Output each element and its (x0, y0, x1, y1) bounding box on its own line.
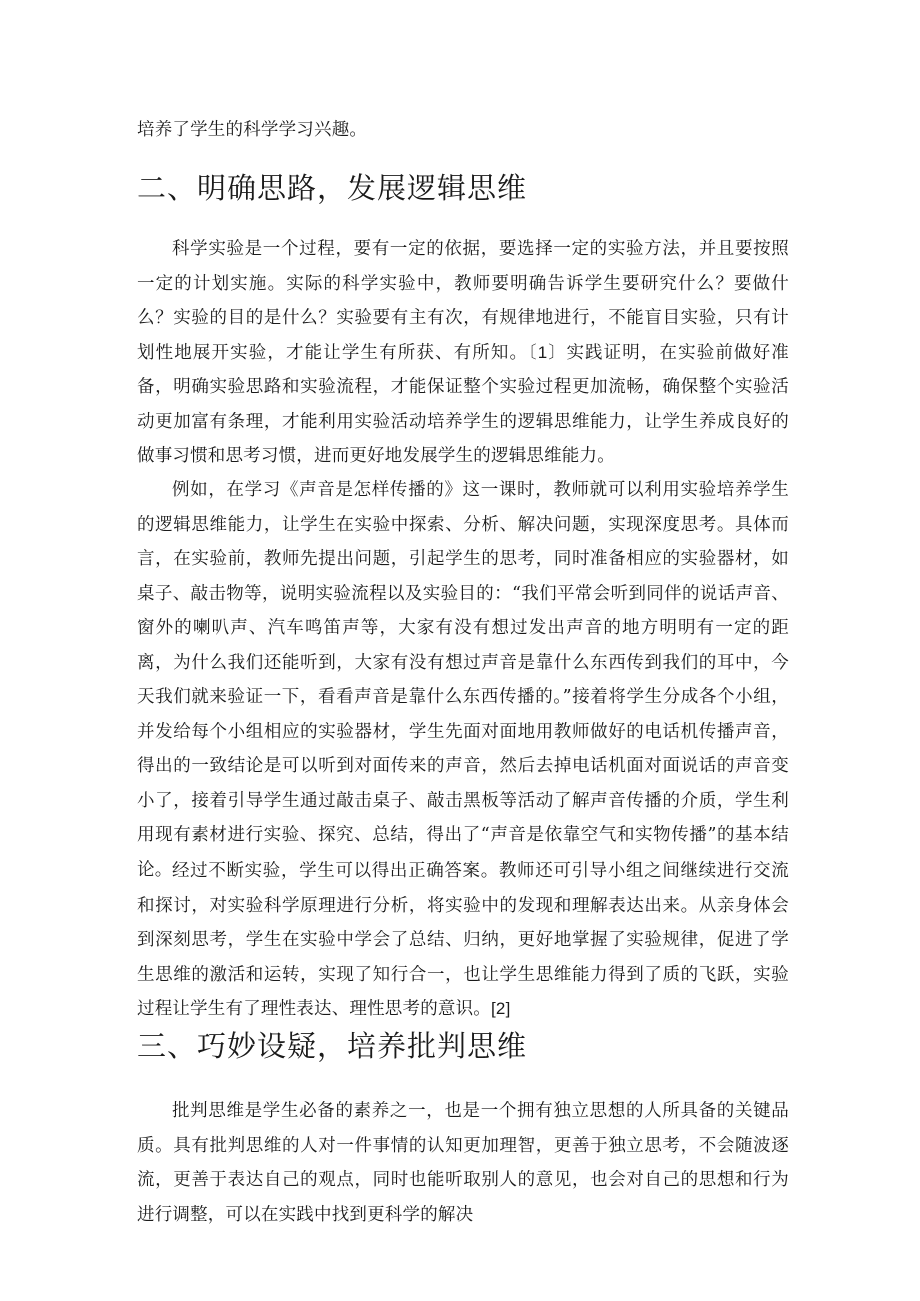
paragraph-text: 科学实验是一个过程，要有一定的依据，要选择一定的实验方法，并且要按照一定的计划实施。实际的科学实验中，教师要明确告诉学生要研究什么？要做什么？实验的目的是什么？实验要有主有次，有规律地进行，不能盲目实验，只有计划性地展开实验，才能让学生有所获、有所知。 (137, 239, 789, 363)
citation-ref-2: [2] (491, 999, 511, 1018)
citation-ref-1: 〔1〕 (528, 342, 567, 362)
section-3-heading: 三、巧妙设疑，培养批判思维 (137, 1029, 528, 1063)
section-2-paragraph-2: 例如，在学习《声音是怎样传播的》这一课时，教师就可以利用实验培养学生的逻辑思维能力，让学生在实验中探索、分析、解决问题，实现深度思考。具体而言，在实验前，教师先提出问题，引起学生的思考，同时准备相应的实验器材，如桌子、敲击物等，说明实验流程以及实验目的：“我们平常会听到同伴的说话声音、窗外的喇叭声、汽车鸣笛声等，大家有没有想过发出声音的地方明明有一定的距离，为什么我们还能听到，大家有没有想过声音是靠什么东西传到我们的耳中，今天我们就来验证一下，看看声音是靠什么东西传播的。”接着将学生分成各个小组，并发给每个小组相应的实验器材，学生先面对面地用教师做好的电话机传播声音，得出的一致结论是可以听到对面传来的声音，然后去掉电话机面对面说话的声音变小了，接着引导学生通过敲击桌子、敲击黑板等活动了解声音传播的介质，学生利用现有素材进行实验、探究、总结，得出了“声音是依靠空气和实物传播”的基本结论。 (137, 480, 789, 880)
paragraph-text: 经过不断实验，学生可以得出正确答案。教师还可引导小组之间继续进行交流和探讨，对实验科学原理进行分析，将实验中的发现和理解表达出来。从亲身体会到深刻思考，学生在实验中学会了总结、归纳，更好地掌握了实验规律，促进了学生思维的激活和运转，实现了知行合一，也让学生思维能力得到了质的飞跃，实验过程让学生有了理性表达、理性思考的意识。 (137, 861, 789, 1019)
section-3-paragraph-1: 批判思维是学生必备的素养之一，也是一个拥有独立思想的人所具备的关键品质。具有批判思维的人对一件事情的认知更加理智，更善于独立思考，不会随波逐流，更善于表达自己的观点，同时也能听取别人的意见，也会对自己的思想和行为进行调整，可以在实践中找到更科学的解决 (137, 1101, 789, 1225)
section-2-paragraph-1 (137, 232, 789, 474)
section-2-paragraph-3 (137, 854, 789, 1027)
intro-paragraph-tail: 培养了学生的科学学习兴趣。 (137, 120, 368, 140)
section-2-heading: 二、明确思路，发展逻辑思维 (137, 171, 528, 205)
paragraph-text: 实践证明，在实验前做好准备，明确实验思路和实验流程，才能保证整个实验过程更加流畅，确保整个实验活动更加富有条理，才能利用实验活动培养学生的逻辑思维能力，让学生养成良好的做事习惯和思考习惯，进而更好地发展学生的逻辑思维能力。 (137, 342, 789, 466)
